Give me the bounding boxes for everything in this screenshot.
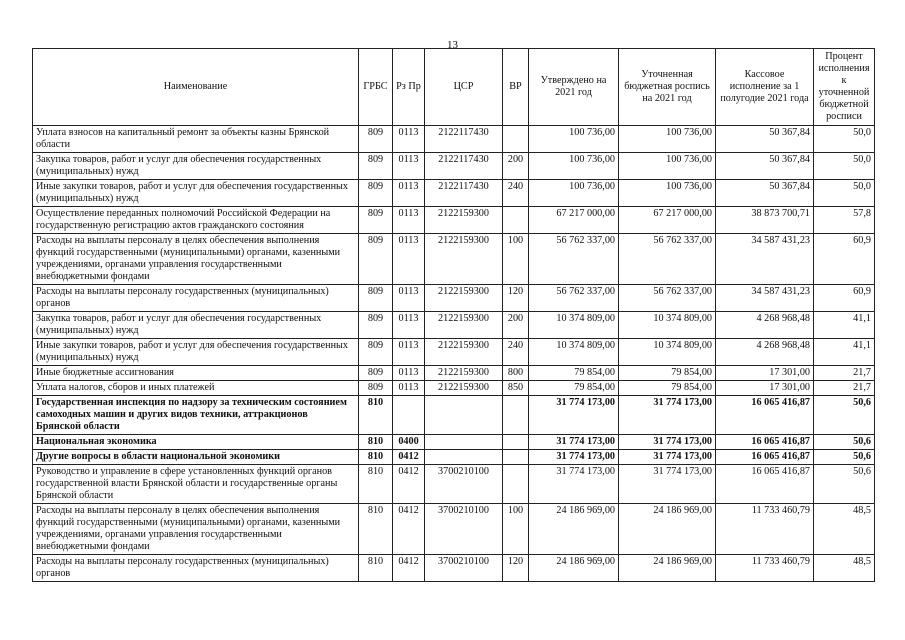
cell-approved: 10 374 809,00 — [529, 339, 619, 366]
col-header-percent: Процент исполнения к уточненной бюджетной росписи — [814, 49, 875, 126]
cell-vr: 100 — [503, 234, 529, 285]
cell-vr: 100 — [503, 504, 529, 555]
cell-cash: 11 733 460,79 — [716, 555, 814, 582]
cell-name: Расходы на выплаты персоналу государственных (муниципальных) органов — [33, 285, 359, 312]
cell-approved: 24 186 969,00 — [529, 555, 619, 582]
table-row — [33, 339, 875, 366]
cell-csr: 2122159300 — [425, 207, 503, 234]
cell-approved: 31 774 173,00 — [529, 396, 619, 435]
cell-name: Другие вопросы в области национальной экономики — [33, 450, 359, 465]
cell-name: Иные закупки товаров, работ и услуг для обеспечения государственных (муниципальных) нужд — [33, 339, 359, 366]
table-row — [33, 555, 875, 582]
cell-percent: 41,1 — [814, 339, 875, 366]
cell-name: Руководство и управление в сфере установленных функций органов государственной власти Брянской области и государственные органы Брянской области — [33, 465, 359, 504]
cell-rzpr — [393, 396, 425, 435]
cell-percent: 21,7 — [814, 366, 875, 381]
table-row — [33, 234, 875, 285]
cell-name: Иные бюджетные ассигнования — [33, 366, 359, 381]
cell-cash: 16 065 416,87 — [716, 465, 814, 504]
cell-rzpr: 0113 — [393, 207, 425, 234]
cell-name: Расходы на выплаты персоналу государственных (муниципальных) органов — [33, 555, 359, 582]
table-row — [33, 312, 875, 339]
cell-refined: 100 736,00 — [619, 153, 716, 180]
cell-approved: 56 762 337,00 — [529, 285, 619, 312]
table-row — [33, 126, 875, 153]
cell-percent: 60,9 — [814, 234, 875, 285]
col-header-cash: Кассовое исполнение за 1 полугодие 2021 года — [716, 49, 814, 126]
cell-name: Иные закупки товаров, работ и услуг для обеспечения государственных (муниципальных) нужд — [33, 180, 359, 207]
cell-cash: 4 268 968,48 — [716, 312, 814, 339]
col-header-csr: ЦСР — [425, 49, 503, 126]
cell-cash: 38 873 700,71 — [716, 207, 814, 234]
cell-vr — [503, 450, 529, 465]
cell-cash: 17 301,00 — [716, 366, 814, 381]
cell-approved: 79 854,00 — [529, 381, 619, 396]
cell-rzpr: 0113 — [393, 234, 425, 285]
cell-vr: 240 — [503, 180, 529, 207]
table-row — [33, 435, 875, 450]
cell-cash: 11 733 460,79 — [716, 504, 814, 555]
cell-rzpr: 0113 — [393, 180, 425, 207]
cell-percent: 21,7 — [814, 381, 875, 396]
cell-csr: 2122117430 — [425, 126, 503, 153]
cell-csr: 3700210100 — [425, 465, 503, 504]
cell-percent: 48,5 — [814, 504, 875, 555]
cell-refined: 56 762 337,00 — [619, 234, 716, 285]
cell-rzpr: 0113 — [393, 339, 425, 366]
cell-refined: 24 186 969,00 — [619, 555, 716, 582]
cell-cash: 17 301,00 — [716, 381, 814, 396]
budget-table — [32, 48, 875, 582]
cell-grbs: 809 — [359, 381, 393, 396]
cell-percent: 60,9 — [814, 285, 875, 312]
cell-rzpr: 0400 — [393, 435, 425, 450]
cell-percent: 50,0 — [814, 180, 875, 207]
cell-name: Государственная инспекция по надзору за техническим состоянием самоходных машин и других видов техники, аттракционов Брянской области — [33, 396, 359, 435]
cell-vr — [503, 126, 529, 153]
cell-grbs: 809 — [359, 207, 393, 234]
cell-csr: 2122159300 — [425, 234, 503, 285]
cell-grbs: 810 — [359, 555, 393, 582]
cell-grbs: 810 — [359, 396, 393, 435]
cell-grbs: 809 — [359, 126, 393, 153]
cell-rzpr: 0412 — [393, 465, 425, 504]
cell-cash: 50 367,84 — [716, 126, 814, 153]
cell-refined: 79 854,00 — [619, 366, 716, 381]
cell-vr: 850 — [503, 381, 529, 396]
cell-csr: 2122159300 — [425, 366, 503, 381]
cell-rzpr: 0412 — [393, 450, 425, 465]
cell-rzpr: 0412 — [393, 555, 425, 582]
cell-csr: 2122117430 — [425, 180, 503, 207]
cell-vr: 200 — [503, 153, 529, 180]
col-header-refined: Уточненная бюджетная роспись на 2021 год — [619, 49, 716, 126]
table-row — [33, 207, 875, 234]
cell-cash: 50 367,84 — [716, 180, 814, 207]
cell-grbs: 810 — [359, 450, 393, 465]
col-header-name: Наименование — [33, 49, 359, 126]
cell-percent: 57,8 — [814, 207, 875, 234]
cell-refined: 100 736,00 — [619, 180, 716, 207]
cell-csr: 3700210100 — [425, 555, 503, 582]
cell-rzpr: 0113 — [393, 126, 425, 153]
cell-approved: 31 774 173,00 — [529, 435, 619, 450]
cell-vr — [503, 396, 529, 435]
cell-cash: 34 587 431,23 — [716, 234, 814, 285]
cell-refined: 31 774 173,00 — [619, 465, 716, 504]
cell-cash: 4 268 968,48 — [716, 339, 814, 366]
cell-refined: 10 374 809,00 — [619, 339, 716, 366]
cell-percent: 41,1 — [814, 312, 875, 339]
cell-vr — [503, 465, 529, 504]
cell-approved: 100 736,00 — [529, 126, 619, 153]
cell-refined: 24 186 969,00 — [619, 504, 716, 555]
cell-approved: 100 736,00 — [529, 180, 619, 207]
cell-csr: 2122159300 — [425, 339, 503, 366]
cell-grbs: 810 — [359, 504, 393, 555]
cell-approved: 24 186 969,00 — [529, 504, 619, 555]
cell-percent: 50,6 — [814, 396, 875, 435]
table-row — [33, 366, 875, 381]
table-header-row — [33, 49, 875, 126]
cell-percent: 50,6 — [814, 465, 875, 504]
cell-rzpr: 0113 — [393, 285, 425, 312]
cell-rzpr: 0113 — [393, 153, 425, 180]
cell-csr: 2122159300 — [425, 285, 503, 312]
cell-rzpr: 0412 — [393, 504, 425, 555]
cell-cash: 34 587 431,23 — [716, 285, 814, 312]
cell-csr: 2122117430 — [425, 153, 503, 180]
cell-name: Уплата взносов на капитальный ремонт за объекты казны Брянской области — [33, 126, 359, 153]
cell-grbs: 809 — [359, 285, 393, 312]
cell-refined: 31 774 173,00 — [619, 396, 716, 435]
cell-approved: 79 854,00 — [529, 366, 619, 381]
cell-refined: 56 762 337,00 — [619, 285, 716, 312]
cell-grbs: 809 — [359, 180, 393, 207]
col-header-approved: Утверждено на 2021 год — [529, 49, 619, 126]
cell-vr: 120 — [503, 285, 529, 312]
cell-percent: 48,5 — [814, 555, 875, 582]
cell-csr — [425, 435, 503, 450]
cell-grbs: 810 — [359, 435, 393, 450]
cell-grbs: 809 — [359, 366, 393, 381]
cell-refined: 79 854,00 — [619, 381, 716, 396]
cell-vr — [503, 207, 529, 234]
cell-csr: 3700210100 — [425, 504, 503, 555]
cell-name: Расходы на выплаты персоналу в целях обеспечения выполнения функций государственными (муниципальными) органами, казенными учреждениями, органами управления государственными внебюджетными фондами — [33, 504, 359, 555]
table-row — [33, 180, 875, 207]
col-header-grbs: ГРБС — [359, 49, 393, 126]
cell-csr — [425, 450, 503, 465]
cell-refined: 100 736,00 — [619, 126, 716, 153]
cell-cash: 50 367,84 — [716, 153, 814, 180]
cell-csr — [425, 396, 503, 435]
cell-vr: 200 — [503, 312, 529, 339]
col-header-rzpr: Рз Пр — [393, 49, 425, 126]
cell-refined: 67 217 000,00 — [619, 207, 716, 234]
cell-rzpr: 0113 — [393, 366, 425, 381]
table-row — [33, 285, 875, 312]
cell-vr: 240 — [503, 339, 529, 366]
cell-name: Уплата налогов, сборов и иных платежей — [33, 381, 359, 396]
cell-refined: 31 774 173,00 — [619, 450, 716, 465]
cell-cash: 16 065 416,87 — [716, 450, 814, 465]
cell-grbs: 809 — [359, 312, 393, 339]
table-row — [33, 465, 875, 504]
cell-approved: 67 217 000,00 — [529, 207, 619, 234]
cell-grbs: 809 — [359, 153, 393, 180]
cell-grbs: 809 — [359, 234, 393, 285]
cell-vr: 120 — [503, 555, 529, 582]
cell-name: Закупка товаров, работ и услуг для обеспечения государственных (муниципальных) нужд — [33, 153, 359, 180]
table-row — [33, 504, 875, 555]
cell-csr: 2122159300 — [425, 381, 503, 396]
cell-refined: 31 774 173,00 — [619, 435, 716, 450]
cell-rzpr: 0113 — [393, 381, 425, 396]
cell-name: Национальная экономика — [33, 435, 359, 450]
cell-approved: 31 774 173,00 — [529, 465, 619, 504]
cell-name: Закупка товаров, работ и услуг для обеспечения государственных (муниципальных) нужд — [33, 312, 359, 339]
table-body — [33, 126, 875, 582]
cell-vr — [503, 435, 529, 450]
col-header-vr: ВР — [503, 49, 529, 126]
cell-grbs: 810 — [359, 465, 393, 504]
page-number: 13 — [447, 39, 458, 51]
cell-name: Расходы на выплаты персоналу в целях обеспечения выполнения функций государственными (муниципальными) органами, казенными учреждениями, органами управления государственными внебюджетными фондами — [33, 234, 359, 285]
table-row — [33, 450, 875, 465]
cell-csr: 2122159300 — [425, 312, 503, 339]
cell-vr: 800 — [503, 366, 529, 381]
table-row — [33, 396, 875, 435]
cell-percent: 50,6 — [814, 450, 875, 465]
cell-cash: 16 065 416,87 — [716, 396, 814, 435]
cell-percent: 50,0 — [814, 126, 875, 153]
cell-rzpr: 0113 — [393, 312, 425, 339]
table-row — [33, 381, 875, 396]
cell-refined: 10 374 809,00 — [619, 312, 716, 339]
table-row — [33, 153, 875, 180]
cell-approved: 56 762 337,00 — [529, 234, 619, 285]
cell-percent: 50,0 — [814, 153, 875, 180]
cell-cash: 16 065 416,87 — [716, 435, 814, 450]
cell-approved: 100 736,00 — [529, 153, 619, 180]
cell-name: Осуществление переданных полномочий Российской Федерации на государственную регистрацию актов гражданского состояния — [33, 207, 359, 234]
cell-approved: 31 774 173,00 — [529, 450, 619, 465]
cell-grbs: 809 — [359, 339, 393, 366]
cell-percent: 50,6 — [814, 435, 875, 450]
cell-approved: 10 374 809,00 — [529, 312, 619, 339]
